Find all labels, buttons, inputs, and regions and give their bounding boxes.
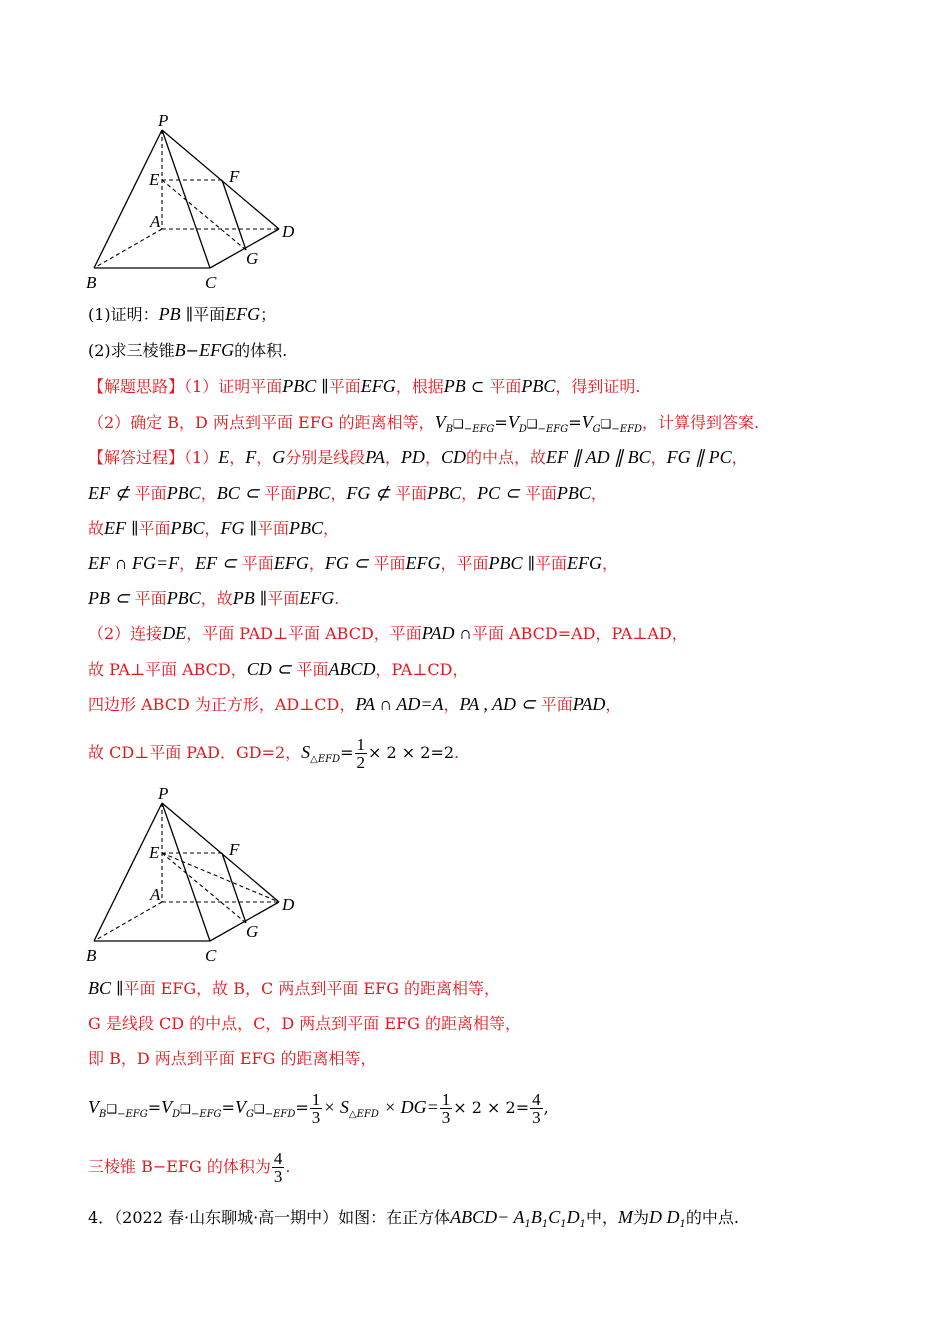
- volume-equation: $V_B❑_{-EFG}=V_D❑_{-EFG}=V_G❑_{-EFD}=$ $\frac{1}{3}$ × $S_{\triangle EFD} \times DG=$ $\frac{1}{3}$ × 2 × 2= $\frac{4}{3}$ ,: [88, 1090, 549, 1127]
- label-E: E: [149, 170, 160, 189]
- solution-step-9: 故 CD⊥平面 PAD．GD=2，$S_{\triangle EFD}=$ $\frac{1}{2}$ × 2 × 2=2.: [88, 735, 460, 772]
- label-B: B: [86, 273, 97, 292]
- fraction-four-thirds: $\frac{4}{3}$: [532, 1090, 541, 1127]
- solution-idea-1: 【解题思路】（1）证明平面PBC ∥平面EFG，根据PB ⊂ 平面PBC，得到证明.: [88, 376, 641, 396]
- solution-step-2: EF ⊄ 平面PBC，BC ⊂ 平面PBC，FG ⊄ 平面PBC，PC ⊂ 平面PBC，: [88, 483, 607, 503]
- solution-step-11: G 是线段 CD 的中点，C，D 两点到平面 EFG 的距离相等，: [88, 1014, 522, 1033]
- label-G: G: [246, 249, 259, 268]
- question-4: 4．（2022 春·山东聊城·高一期中）如图：在正方体ABCD− $A_1B_1C_1D_1$中，M为D $D_1$的中点.: [88, 1207, 739, 1230]
- label-F: F: [229, 167, 240, 186]
- label-C: C: [205, 273, 217, 292]
- fraction-one-half: $\frac{1}{2}$: [356, 735, 366, 772]
- final-answer: 三棱锥 B−EFG 的体积为 $\frac{4}{3}$ .: [88, 1149, 291, 1186]
- fraction-one-third: $\frac{1}{3}$: [311, 1090, 321, 1127]
- pyramid-figure-1: [80, 110, 310, 295]
- solution-step-12: 即 B，D 两点到平面 EFG 的距离相等，: [88, 1049, 377, 1068]
- solution-step-3: 故EF ∥平面PBC，FG ∥平面PBC，: [88, 518, 340, 538]
- label-D: D: [282, 222, 295, 241]
- fraction-answer: $\frac{4}{3}$: [273, 1149, 283, 1186]
- label-P: P: [158, 111, 169, 130]
- label-E: E: [149, 843, 160, 862]
- question-1: (1)证明：PB ∥平面EFG；: [88, 304, 277, 324]
- solution-step-7: 故 PA⊥平面 ABCD，CD ⊂ 平面ABCD，PA⊥CD，: [88, 659, 469, 679]
- fraction-one-third-2: $\frac{1}{3}$: [441, 1090, 451, 1127]
- question-2: (2)求三棱锥B−EFG的体积.: [88, 340, 288, 360]
- solution-idea-2: （2）确定 B，D 两点到平面 EFG 的距离相等，$V_B❑_{-EFG}=V_D❑_{-EFG}=V_G❑_{-EFD}$，计算得到答案.: [88, 412, 760, 435]
- pyramid-figure-2: [80, 783, 310, 968]
- solution-step-1: 【解答过程】（1）E，F，G分别是线段PA，PD，CD的中点，故EF ∥ AD ∥ BC，FG ∥ PC，: [88, 447, 748, 467]
- label-A: A: [150, 885, 161, 904]
- solution-step-6: （2）连接DE，平面 PAD⊥平面 ABCD，平面PAD ∩平面 ABCD=AD，PA⊥AD，: [88, 623, 688, 643]
- label-C: C: [205, 946, 217, 965]
- solution-step-10: BC ∥平面 EFG，故 B，C 两点到平面 EFG 的距离相等，: [88, 978, 501, 998]
- label-P: P: [158, 784, 169, 803]
- solution-step-4: EF ∩ FG=F，EF ⊂ 平面EFG，FG ⊂ 平面EFG，平面PBC ∥平面EFG，: [88, 553, 619, 573]
- label-B: B: [86, 946, 97, 965]
- label-F: F: [229, 840, 240, 859]
- solution-step-8: 四边形 ABCD 为正方形，AD⊥CD，PA ∩ AD=A，PA , AD ⊂ 平面PAD，: [88, 694, 622, 714]
- label-D: D: [282, 895, 295, 914]
- label-G: G: [246, 922, 259, 941]
- solution-step-5: PB ⊂ 平面PBC，故PB ∥平面EFG.: [88, 588, 340, 608]
- label-A: A: [150, 212, 161, 231]
